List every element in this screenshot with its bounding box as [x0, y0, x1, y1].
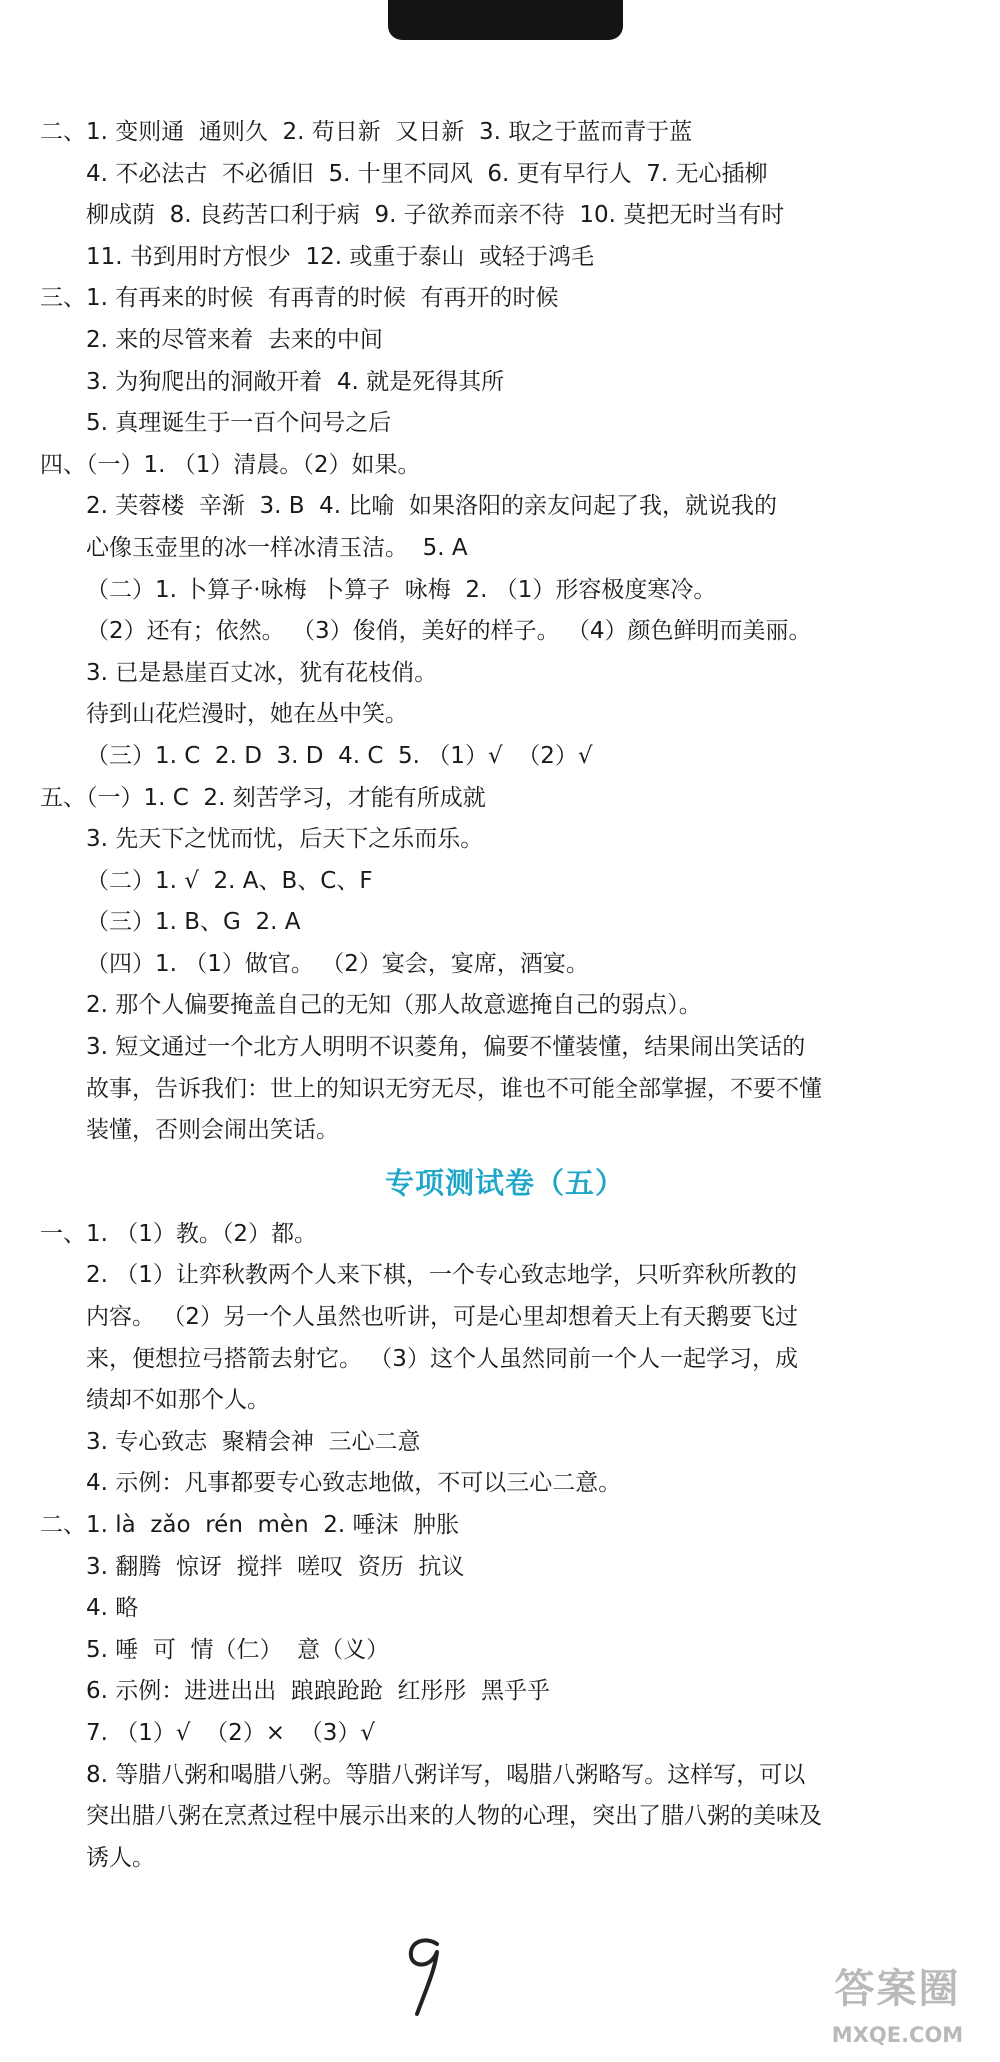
answer-line: 四、（一）1. （1）清晨。（2）如果。	[40, 451, 421, 478]
answer-line: 3. 专心致志 聚精会神 三心二意	[86, 1428, 421, 1455]
answer-line: 2. 芙蓉楼 辛渐 3. B 4. 比喻 如果洛阳的亲友问起了我，就说我的	[86, 493, 778, 520]
answer-line: 二、1. 变则通 通则久 2. 苟日新 又日新 3. 取之于蓝而青于蓝	[40, 119, 693, 145]
answer-line: 5. 真理诞生于一百个问号之后	[86, 410, 392, 437]
watermark-logo: 答案圈	[834, 1966, 961, 2012]
answer-line: 绩却不如那个人。	[86, 1387, 270, 1414]
handwritten-page-number	[395, 1930, 455, 2020]
top-binding-tab	[388, 0, 623, 40]
answer-line: 一、1. （1）教。（2）都。	[40, 1220, 318, 1247]
answer-line: （三）1. C 2. D 3. D 4. C 5. （1）√ （2）√	[86, 742, 593, 769]
answer-line: 柳成荫 8. 良药苦口利于病 9. 子欲养而亲不待 10. 莫把无时当有时	[86, 202, 785, 229]
answer-line: 三、1. 有再来的时候 有再青的时候 有再开的时候	[40, 285, 559, 312]
answer-line: （四）1. （1）做官。 （2）宴会，宴席，酒宴。	[86, 950, 589, 977]
answer-line: 来，便想拉弓搭箭去射它。 （3）这个人虽然同前一个人一起学习，成	[86, 1345, 798, 1372]
answer-line: 4. 不必法古 不必循旧 5. 十里不同风 6. 更有早行人 7. 无心插柳	[86, 160, 768, 187]
answer-line: 装懂，否则会闹出笑话。	[86, 1117, 339, 1144]
answer-line: 五、（一）1. C 2. 刻苦学习，才能有所成就	[40, 784, 486, 811]
answer-line: 4. 示例：凡事都要专心致志地做，不可以三心二意。	[86, 1470, 622, 1497]
watermark-url: MXQE.COM	[831, 2023, 964, 2047]
answer-line: 心像玉壶里的冰一样冰清玉洁。 5. A	[86, 534, 468, 561]
answer-line: 4. 略	[86, 1595, 139, 1622]
answer-line: 8. 等腊八粥和喝腊八粥。等腊八粥详写，喝腊八粥略写。这样写，可以	[86, 1761, 806, 1788]
answer-line: 诱人。	[86, 1844, 155, 1871]
answer-line: 二、1. là zǎo rén mèn 2. 唾沫 肿胀	[40, 1512, 460, 1538]
answer-line: 内容。 （2）另一个人虽然也听讲，可是心里却想着天上有天鹅要飞过	[86, 1304, 798, 1331]
section-title: 专项测试卷（五）	[384, 1165, 625, 1200]
answer-content	[40, 112, 970, 1879]
answer-line: 3. 已是悬崖百丈冰，犹有花枝俏。	[86, 659, 438, 686]
answer-line: 3. 短文通过一个北方人明明不识菱角，偏要不懂装懂，结果闹出笑话的	[86, 1034, 806, 1061]
answer-line: （二）1. 卜算子·咏梅 卜算子 咏梅 2. （1）形容极度寒冷。	[86, 576, 717, 603]
watermark	[805, 1958, 990, 2053]
answer-line: 故事，告诉我们：世上的知识无穷无尽，谁也不可能全部掌握，不要不懂	[86, 1075, 822, 1102]
answer-line: 3. 翻腾 惊讶 搅拌 嗟叹 资历 抗议	[86, 1553, 465, 1580]
answer-line: 3. 先天下之忧而忧，后天下之乐而乐。	[86, 826, 484, 853]
answer-line: 2. （1）让弈秋教两个人来下棋，一个专心致志地学，只听弈秋所教的	[86, 1262, 797, 1289]
answer-line: 2. 那个人偏要掩盖自己的无知（那人故意遮掩自己的弱点）。	[86, 992, 702, 1019]
answer-line: 11. 书到用时方恨少 12. 或重于泰山 或轻于鸿毛	[86, 243, 595, 270]
answer-line: （二）1. √ 2. A、B、C、F	[86, 867, 373, 894]
answer-line: 7. （1）√ （2）× （3）√	[86, 1719, 375, 1746]
answer-line: 2. 来的尽管来着 去来的中间	[86, 326, 383, 353]
answer-line: 5. 唾 可 情（仁） 意（义）	[86, 1636, 390, 1663]
answer-line: 3. 为狗爬出的洞敞开着 4. 就是死得其所	[86, 368, 505, 395]
answer-line: （三）1. B、G 2. A	[86, 909, 301, 936]
answer-line: 突出腊八粥在烹煮过程中展示出来的人物的心理，突出了腊八粥的美味及	[86, 1803, 822, 1830]
answer-line: （2）还有；依然。 （3）俊俏，美好的样子。 （4）颜色鲜明而美丽。	[86, 618, 812, 645]
answer-line: 6. 示例：进进出出 踉踉跄跄 红彤彤 黑乎乎	[86, 1678, 551, 1705]
answer-line: 待到山花烂漫时，她在丛中笑。	[86, 701, 408, 728]
